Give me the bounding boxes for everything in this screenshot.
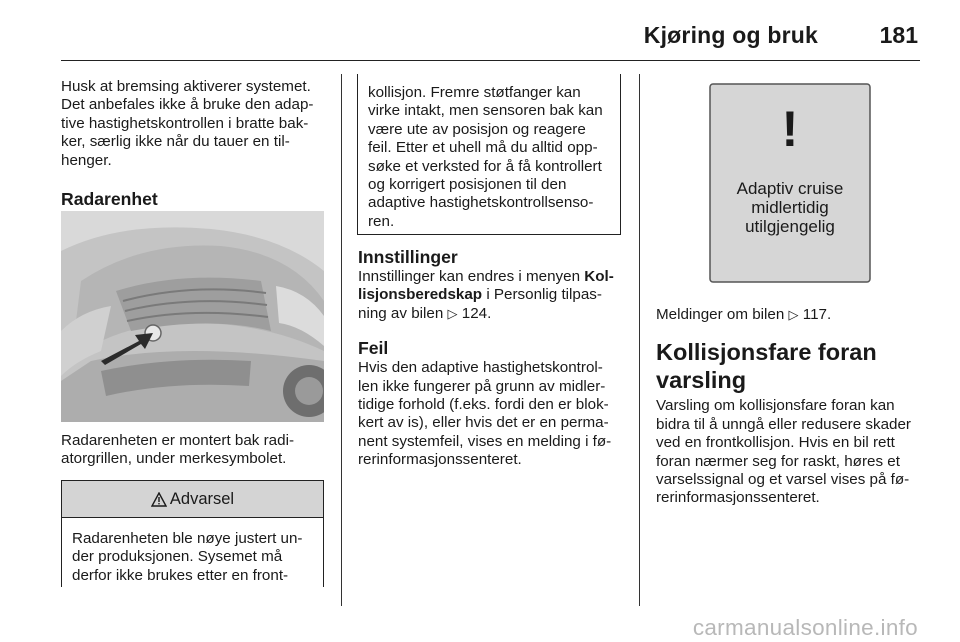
caption-paragraph [61,432,324,469]
text-line: ker, særlig ikke når du tauer en til- [61,133,290,151]
warning-continuation-box [357,74,621,235]
settings-heading: Innstillinger [358,247,458,267]
column-divider-left [341,74,342,606]
settings-paragraph [358,268,622,323]
text-line: tidige forhold (f.eks. fordi den er blok- [358,396,609,414]
messages-reference [656,306,921,324]
radar-heading: Radarenhet [61,189,158,210]
text-line: virke intakt, men sensoren bak kan [368,102,603,120]
text-line: kollisjon. Fremre støtfanger kan [368,84,581,101]
settings-section [358,246,622,470]
text-line: varselssignal og et varsel vises på fø- [656,471,910,489]
display-line: midlertidig [751,198,829,217]
warning-box [61,480,324,587]
display-symbol: ! [781,101,799,157]
text-line: derfor ikke brukes etter en front- [72,566,289,584]
text-line: tive hastighetskontrollen i bratte bak- [61,114,309,132]
text-line: rerinformasjonssenteret. [656,489,820,507]
driver-info-display-image [656,74,921,290]
heading-line: Kollisjonsfare foran [656,339,877,366]
text-line: Varsling om kollisjonsfare foran kan [656,397,895,415]
text-fragment: Meldinger om bilen [656,306,789,323]
text-line: der produksjonen. Sysemet må [72,548,283,566]
text-line: ved en frontkollisjon. Hvis en bil rett [656,434,895,452]
text-fragment: i Personlig tilpas- [482,286,602,304]
warning-title: Advarsel [169,489,235,508]
warning-continuation-paragraph [368,84,614,231]
header-title: Kjøring og bruk [643,22,818,48]
warning-paragraph [72,530,315,585]
display-line: utilgjengelig [745,217,835,236]
text-fragment: ning av bilen [358,304,448,322]
text-line: kert av is), eller hvis det er en perma- [358,414,609,432]
text-line: og korrigert posisjonen til den [368,176,567,194]
display-line: Adaptiv cruise [736,179,844,198]
text-fragment: Innstillinger kan endres i menyen [358,268,585,285]
text-line: ren. [368,212,395,230]
page-number: 181 [879,22,918,48]
menu-name-bold: lisjonsberedskap [358,286,483,304]
caption-block [61,432,324,469]
text-line: Det anbefales ikke å bruke den adap- [61,96,314,114]
warning-triangle-icon [151,492,167,507]
text-line: feil. Etter et uhell må du alltid opp- [368,139,598,157]
text-line: rerinformasjonssenteret. [358,451,522,469]
chevron-right-icon: ▷ [447,305,458,321]
watermark: carmanualsonline.info [692,615,918,640]
chevron-right-icon: ▷ [788,307,799,322]
header-divider [61,60,920,61]
column-1 [61,78,324,210]
text-line: Hvis den adaptive hastighetskontrol- [358,359,603,377]
collision-section [656,306,921,508]
warning-header [62,481,323,518]
driver-info-display [656,74,921,290]
intro-paragraph [61,78,324,170]
text-line: Husk at bremsing aktiverer systemet. [61,78,311,95]
heading-line: varsling [656,367,747,394]
collision-paragraph [656,397,921,507]
text-line: søke et verksted for å få kontrollert [368,157,602,175]
page-reference[interactable]: 124. [461,304,492,322]
text-line: være ute av posisjon og reagere [368,120,586,138]
text-line: Radarenheten er montert bak radi- [61,432,295,449]
warning-body [62,518,323,585]
page-reference[interactable]: 117. [802,306,832,323]
text-line: Radarenheten ble nøye justert un- [72,530,303,547]
text-line: bidra til å unngå eller redusere skader [656,415,911,433]
text-line: adaptive hastighetskontrollsenso- [368,194,594,212]
car-front-illustration [61,211,324,422]
column-divider-right [639,74,640,606]
fault-paragraph [358,359,622,469]
collision-heading [656,338,921,394]
text-line: henger. [61,151,112,169]
text-line: atorgrillen, under merkesymbolet. [61,450,287,468]
car-front-photo [61,211,324,422]
text-line: len ikke fungerer på grunn av midler- [358,377,606,395]
fault-heading: Feil [358,338,389,359]
text-line: foran nærmer seg for raskt, høres et [656,452,900,470]
text-line: nent systemfeil, vises en melding i fø- [358,432,612,450]
menu-name-bold: Kol- [584,268,614,285]
